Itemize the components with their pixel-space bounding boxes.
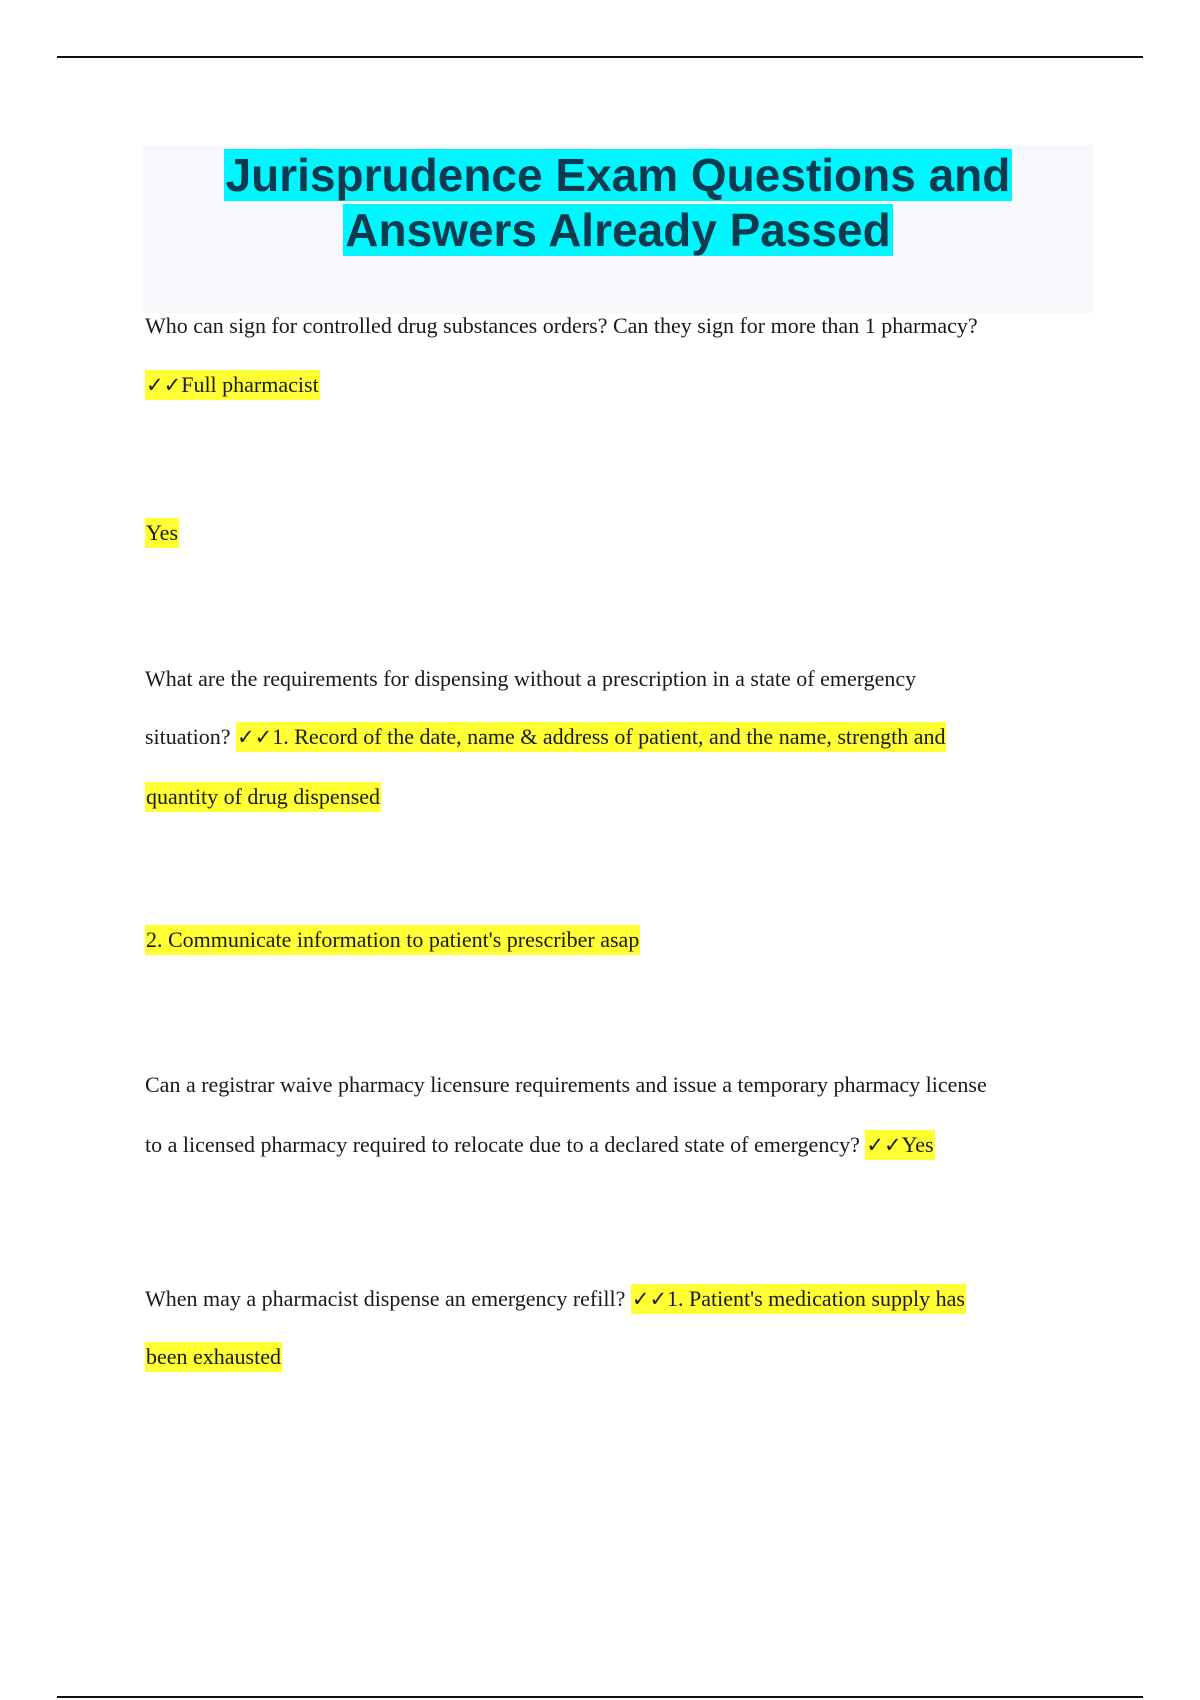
- answer-text: 2. Communicate information to patient's prescriber asap: [145, 925, 640, 955]
- double-check-icon: ✓✓: [631, 1287, 668, 1311]
- question-text: What are the requirements for dispensing without a prescription in a state of emergency: [145, 666, 917, 691]
- answer-highlight: [631, 1284, 966, 1314]
- question-text: situation?: [145, 724, 237, 749]
- title-line-2: Answers Already Passed: [345, 204, 891, 256]
- answer-highlight: [865, 1130, 934, 1160]
- question-text: Who can sign for controlled drug substances orders? Can they sign for more than 1 pharmacy?: [145, 313, 978, 338]
- answer-text: Yes: [901, 1132, 934, 1157]
- page-title: [143, 145, 1093, 258]
- question-2-line-1: [145, 664, 916, 694]
- double-check-icon: ✓✓: [237, 725, 273, 749]
- question-text: When may a pharmacist dispense an emergency refill?: [145, 1286, 631, 1311]
- answer-text: 1. Patient's medication supply has: [667, 1286, 965, 1311]
- question-text: to a licensed pharmacy required to relocate due to a declared state of emergency?: [145, 1132, 866, 1157]
- bottom-rule: [57, 1696, 1143, 1698]
- answer-4-line-2: [145, 1342, 282, 1372]
- answer-2-line-3: [145, 925, 640, 955]
- question-2-line-2: [145, 722, 946, 752]
- top-rule: [57, 56, 1143, 58]
- double-check-icon: ✓✓: [146, 373, 182, 397]
- answer-2-line-2: [145, 782, 381, 812]
- title-block: [143, 145, 1093, 313]
- question-4-line-1: [145, 1284, 966, 1314]
- answer-text: been exhausted: [145, 1342, 282, 1372]
- answer-1-line-1: [145, 370, 320, 400]
- answer-text: 1. Record of the date, name & address of patient, and the name, strength and: [272, 724, 946, 749]
- question-text: Can a registrar waive pharmacy licensure requirements and issue a temporary pharmacy license: [145, 1072, 987, 1097]
- answer-highlight: [236, 722, 946, 752]
- answer-text: Full pharmacist: [181, 372, 319, 397]
- double-check-icon: ✓✓: [866, 1133, 902, 1157]
- question-3-line-1: [145, 1070, 987, 1100]
- title-line-1: Jurisprudence Exam Questions and: [225, 149, 1011, 201]
- answer-1-line-2: [145, 518, 179, 548]
- answer-highlight: [145, 370, 320, 400]
- question-3-line-2: [145, 1130, 935, 1160]
- question-1-line-1: [145, 311, 978, 341]
- answer-text: quantity of drug dispensed: [145, 782, 381, 812]
- answer-text: Yes: [145, 518, 179, 548]
